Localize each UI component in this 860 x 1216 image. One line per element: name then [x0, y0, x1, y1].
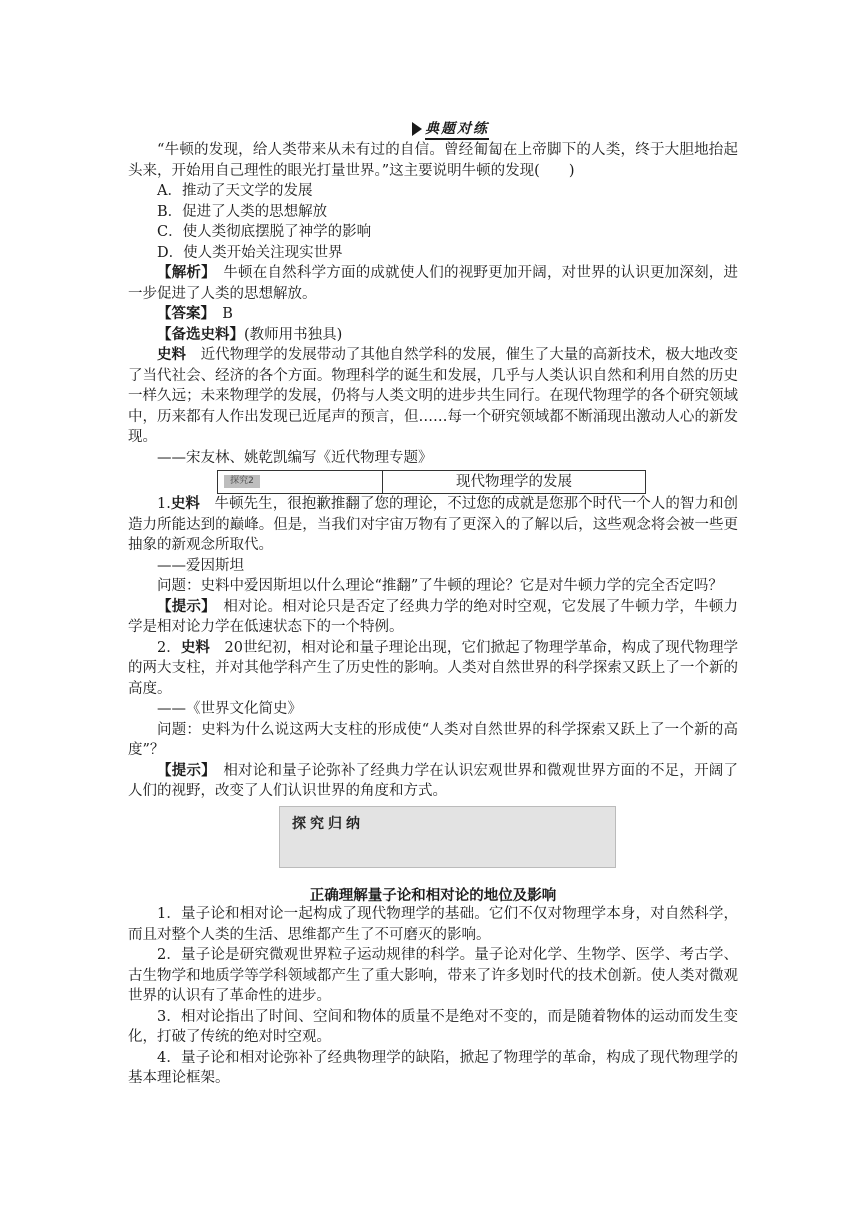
item1-label: 史料: [170, 496, 200, 512]
item1-source: [128, 494, 738, 556]
option-c: C．使人类彻底摆脱了神学的影响: [157, 224, 372, 240]
answer-text: B: [207, 306, 233, 322]
option-d: D．使人类开始关注现实世界: [157, 244, 343, 261]
extra-source-label: 史料: [157, 347, 187, 363]
item2-question: 问题：史料为什么说这两大支柱的形成使“人类对自然世界的科学探索又跃上了一个新的高度”？: [128, 721, 738, 758]
item1-hint-text: 相对论。相对论只是否定了经典力学的绝对时空观，它发展了牛顿力学，牛顿力学是相对论力学在低速状态下的一个特例。: [128, 598, 739, 635]
item2-label: 史料: [180, 639, 210, 656]
exploration-block: [128, 494, 738, 802]
topic-title: 现代物理学的发展: [456, 474, 572, 490]
question-stem: “牛顿的发现，给人类带来从未有过的自信。曾经匍匐在上帝脚下的人类，终于大胆地抬起头来，开始用自己理性的眼光打量世界。”这主要说明牛顿的发现( ): [128, 142, 738, 179]
item1-hint-label: 【提示】: [157, 598, 209, 615]
topic-chip: 探究2: [224, 475, 260, 488]
summary-point-1: 1．量子论和相对论一起构成了现代物理学的基础。它们不仅对物理学本身，对自然科学，而且对整个人类的生活、思维都产生了不可磨灭的影响。: [128, 906, 738, 943]
extra-heading: [128, 325, 738, 346]
answer-label: 【答案】: [157, 306, 208, 322]
extra-note: (教师用书独具): [244, 326, 343, 343]
item2-num: 2．: [157, 639, 181, 656]
item1-question: 问题：史料中爱因斯坦以什么理论“推翻”了牛顿的理论？它是对牛顿力学的完全否定吗？: [157, 578, 723, 594]
item2-source: [128, 638, 738, 700]
topic-tag: [218, 471, 383, 493]
item2-hint-text: 相对论和量子论弥补了经典力学在认识宏观世界和微观世界方面的不足，开阔了人们的视野，改变了人们认识世界的角度和方式。: [128, 762, 739, 799]
item1-citation: ——爱因斯坦: [157, 557, 244, 574]
answer: [128, 304, 738, 325]
option-a: A．推动了天文学的发展: [157, 183, 313, 199]
item2-hint: [128, 761, 738, 802]
analysis: [128, 263, 738, 304]
practice-banner: [412, 120, 489, 138]
item1-num: 1.: [157, 496, 171, 512]
summary-point-4: 4．量子论和相对论弥补了经典物理学的缺陷，掀起了物理学的革命，构成了现代物理学的基本理论框架。: [128, 1049, 738, 1086]
extra-source: [128, 345, 738, 448]
summary-block: [128, 904, 738, 1089]
banner-label: 典题对练: [425, 118, 489, 140]
item1-hint: [128, 597, 738, 638]
triangle-icon: [412, 122, 422, 136]
question-block: [128, 140, 738, 468]
topic-box: [217, 470, 646, 494]
analysis-text: 牛顿在自然科学方面的成就使人们的视野更加开阔，对世界的认识更加深刻，进一步促进了人类的思想解放。: [128, 265, 739, 302]
extra-label: 【备选史料】: [157, 326, 244, 343]
summary-point-2: 2．量子论是研究微观世界粒子运动规律的科学。量子论对化学、生物学、医学、考古学、古生物学和地质学等学科领域都产生了重大影响，带来了许多划时代的技术创新。使人类对微观世界的认识有了革命性的进步。: [128, 947, 738, 1004]
tanjiu-label: 探究归纳: [292, 816, 364, 832]
tanjiu-box: [279, 806, 616, 868]
item2-hint-label: 【提示】: [157, 762, 209, 779]
summary-point-3: 3．相对论指出了时间、空间和物体的质量不是绝对不变的，而是随着物体的运动而发生变化，打破了传统的绝对时空观。: [128, 1008, 738, 1045]
extra-source-text: 近代物理学的发展带动了其他自然学科的发展，催生了大量的高新技术，极大地改变了当代社会、经济的各个方面。物理科学的诞生和发展，几乎与人类认识自然和利用自然的历史一样久远；未来物理学的发展，仍将与人类文明的进步共生同行。在现代物理学的各个研究领域中，历来都有人作出发现已近尾声的预言，但……每一个研究领域都不断涌现出激动人心的新发现。: [128, 347, 739, 445]
option-b: B．促进了人类的思想解放: [157, 203, 328, 220]
item2-text: 20世纪初，相对论和量子理论出现，它们掀起了物理学革命，构成了现代物理学的两大支柱，并对其他学科产生了历史性的影响。人类对自然世界的科学探索又跃上了一个新的高度。: [128, 639, 739, 697]
item2-citation: ——《世界文化简史》: [157, 701, 302, 717]
summary-title: 正确理解量子论和相对论的地位及影响: [309, 888, 557, 904]
analysis-label: 【解析】: [157, 265, 209, 281]
extra-citation: ——宋友林、姚乾凯编写《近代物理专题》: [157, 449, 433, 466]
item1-text: 牛顿先生，很抱歉推翻了您的理论，不过您的成就是您那个时代一个人的智力和创造力所能达到的巅峰。但是，当我们对宇宙万物有了更深入的了解以后，这些观念将会被一些更抽象的新观念所取代。: [128, 496, 739, 553]
